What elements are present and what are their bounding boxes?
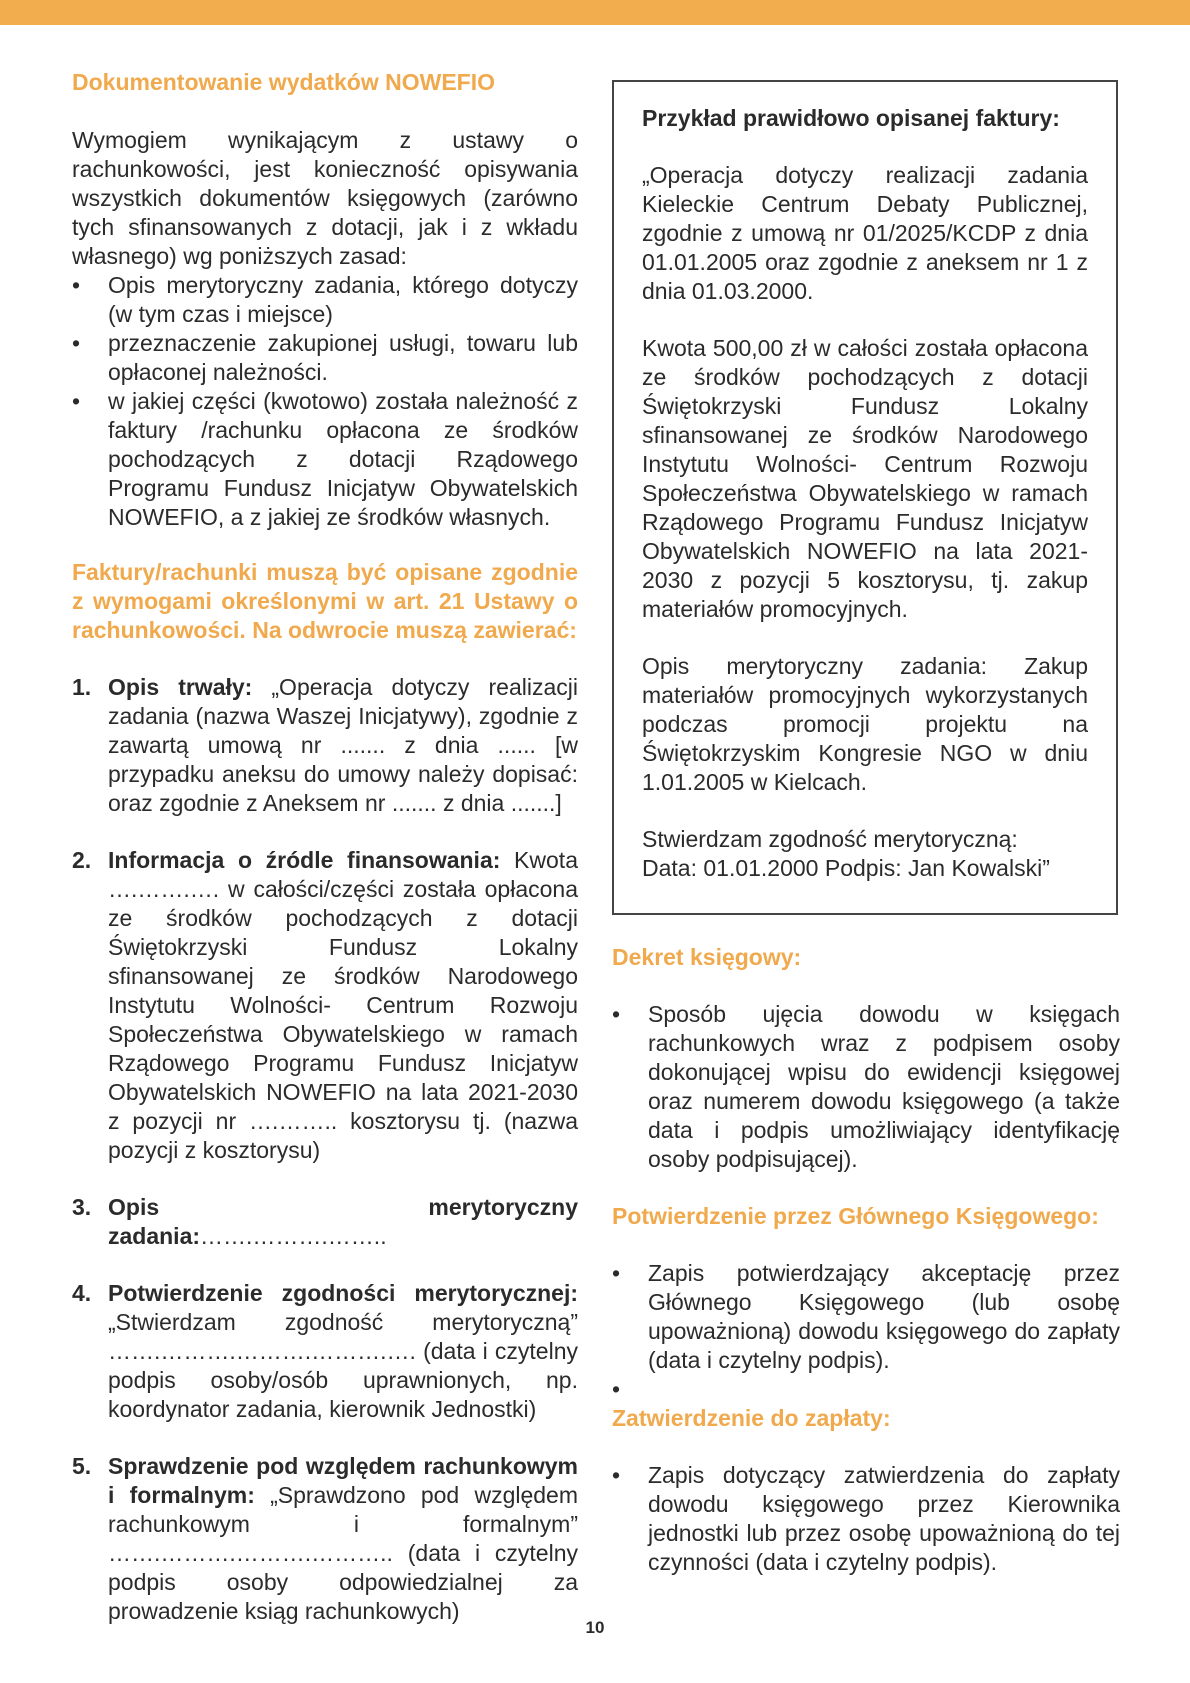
numbered-item-1 bbox=[72, 673, 578, 818]
list-item: • Opis merytoryczny zadania, którego dotyczy (w tym czas i miejsce) bbox=[72, 271, 578, 329]
list-item: • w jakiej części (kwotowo) została należność z faktury /rachunku opłacona ze środków pochodzących z dotacji Rządowego Programu Fundusz Inicjatyw Obywatelskich NOWEFIO, a z jakiej ze środków własnych. bbox=[72, 387, 578, 532]
item-number: 3. bbox=[72, 1194, 92, 1220]
item-text: Kwota ….…….…. w całości/części została opłacona ze środków pochodzących z dotacji Świętokrzyski Fundusz Lokalny sfinansowanej ze środków Narodowego Instytutu Wolności- Centrum Rozwoju Społeczeństwa Obywatelskiego w ramach Rządowego Programu Fundusz Inicjatyw Obywatelskich NOWEFIO na lata 2021-2030 z pozycji nr ….…….. kosztorysu tj. (nazwa pozycji z kosztorysu) bbox=[108, 847, 578, 1163]
item-text: „Operacja dotyczy realizacji zadania (nazwa Waszej Inicjatywy), zgodnie z zawartą umową nr ....... z dnia ...... [w przypadku aneksu do umowy należy dopisać: oraz zgodnie z Aneksem nr ....... z dnia .......] bbox=[108, 674, 578, 816]
list-item: • Sposób ujęcia dowodu w księgach rachunkowych wraz z podpisem osoby dokonującej wpisu do ewidencji księgowej oraz numerem dowodu księgowego (a także data i podpis umożliwiający identyfikację osoby podpisującej). bbox=[612, 1000, 1120, 1174]
list-item: • przeznaczenie zakupionej usługi, towaru lub opłaconej należności. bbox=[72, 329, 578, 387]
heading-dekret: Dekret księgowy: bbox=[612, 944, 802, 970]
list-item: • Zapis dotyczący zatwierdzenia do zapłaty dowodu księgowego przez Kierownika jednostki lub przez osobę upoważnioną do tej czynności (data i czytelny podpis). bbox=[612, 1461, 1120, 1577]
item-number: 4. bbox=[72, 1280, 92, 1306]
item-text: „Sprawdzono pod względem rachunkowym i formalnym” …….……….……….……….. (data i czytelny podpis osoby odpowiedzialnej za prowadzenie ksiąg rachunkowych) bbox=[108, 1482, 579, 1624]
example-signature-line: Data: 01.01.2000 Podpis: Jan Kowalski” bbox=[642, 855, 1050, 881]
example-paragraph: „Operacja dotyczy realizacji zadania Kieleckie Centrum Debaty Publicznej, zgodnie z umową nr 01/2025/KCDP z dnia 01.01.2005 oraz zgodnie z aneksem nr 1 z dnia 01.03.2000. bbox=[642, 162, 1088, 304]
example-paragraph: Kwota 500,00 zł w całości została opłacona ze środków pochodzących z dotacji Świętokrzyski Fundusz Lokalny sfinansowanej ze środków Narodowego Instytutu Wolności- Centrum Rozwoju Społeczeństwa Obywatelskiego w ramach Rządowego Programu Fundusz Inicjatyw Obywatelskich NOWEFIO na lata 2021-2030 z pozycji 5 kosztorysu, tj. zakup materiałów promocyjnych. bbox=[642, 335, 1088, 622]
item-title: Opis trwały: bbox=[108, 674, 253, 700]
item-title: Potwierdzenie zgodności merytorycznej: bbox=[108, 1280, 578, 1306]
list-item: • Zapis potwierdzający akceptację przez Głównego Księgowego (lub osobę upoważnioną) dowodu księgowego do zapłaty (data i czytelny podpis). bbox=[612, 1259, 1120, 1375]
heading-dokumentowanie: Dokumentowanie wydatków NOWEFIO bbox=[72, 69, 495, 95]
item-number: 2. bbox=[72, 847, 92, 873]
left-column bbox=[72, 68, 578, 1626]
right-column bbox=[612, 80, 1120, 1577]
empty-list-item bbox=[612, 1375, 1120, 1404]
item-title: Informacja o źródle finansowania: bbox=[108, 847, 501, 873]
heading-faktury: Faktury/rachunki muszą być opisane zgodnie z wymogami określonymi w art. 21 Ustawy o rachunkowości. Na odwrocie muszą zawierać: bbox=[72, 559, 578, 643]
item-number: 5. bbox=[72, 1453, 92, 1479]
top-accent-bar bbox=[0, 0, 1190, 25]
example-paragraph: Opis merytoryczny zadania: Zakup materiałów promocyjnych wykorzystanych podczas promocji projektu na Świętokrzyskim Kongresie NGO w dniu 1.01.2005 w Kielcach. bbox=[642, 653, 1088, 795]
example-closing-line: Stwierdzam zgodność merytoryczną: bbox=[642, 826, 1018, 852]
numbered-item-5 bbox=[72, 1452, 578, 1626]
item-text: …….……….…….. bbox=[200, 1223, 387, 1249]
item-title: Sprawdzenie pod względem rachunkowym i formalnym: bbox=[108, 1453, 578, 1508]
item-number: 1. bbox=[72, 674, 92, 700]
page-number: 10 bbox=[585, 1618, 605, 1637]
numbered-item-2 bbox=[72, 846, 578, 1165]
heading-zatwierdzenie: Zatwierdzenie do zapłaty: bbox=[612, 1405, 891, 1431]
intro-paragraph: Wymogiem wynikającym z ustawy o rachunkowości, jest konieczność opisywania wszystkich dokumentów księgowych (zarówno tych sfinansowanych z dotacji, jak i z wkładu własnego) wg poniższych zasad: bbox=[72, 127, 578, 269]
example-box-title: Przykład prawidłowo opisanej faktury: bbox=[642, 105, 1060, 131]
item-text: „Stwierdzam zgodność merytoryczną” …….……….……….……….…. (data i czytelny podpis osoby/osób uprawnionych, np. koordynator zadania, kierownik Jednostki) bbox=[108, 1309, 578, 1422]
heading-potwierdzenie: Potwierdzenie przez Głównego Księgowego: bbox=[612, 1203, 1099, 1229]
example-invoice-box bbox=[612, 80, 1118, 915]
numbered-item-4 bbox=[72, 1279, 578, 1424]
item-title: Opis merytoryczny zadania: bbox=[108, 1194, 578, 1249]
numbered-item-3 bbox=[72, 1193, 578, 1251]
